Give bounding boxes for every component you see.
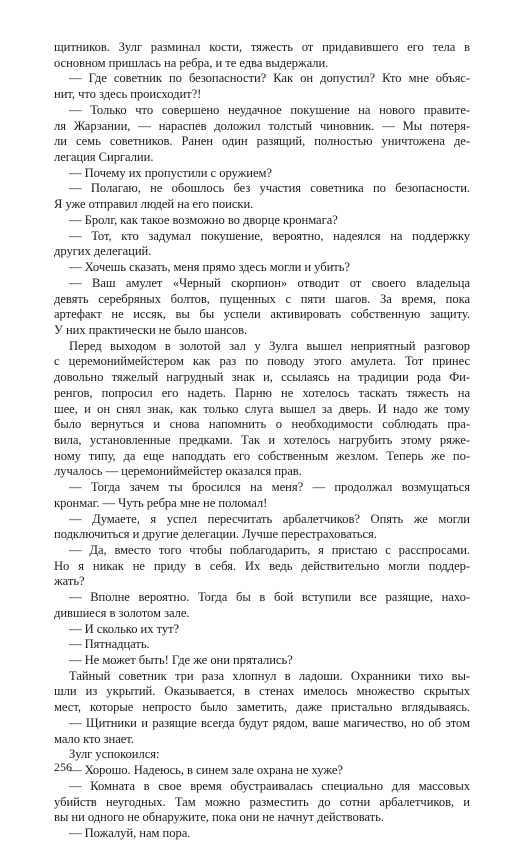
- text-line: У них практически не было шансов.: [54, 322, 248, 337]
- text-line: жать?: [54, 574, 85, 589]
- text-line: нит, что здесь происходит?!: [54, 87, 202, 102]
- text-line: девять серебряных болтов, пущенных с пяти шагов. За время, пока: [54, 291, 470, 306]
- text-line: мест, которые непросто было заметить, даже пристально вглядываясь.: [54, 700, 470, 715]
- book-page-text: [54, 40, 470, 842]
- text-line: убийств неугодных. Там можно разместить до сотни арбалетчиков, и: [54, 794, 470, 809]
- text-line: — Хорошо. Надеюсь, в синем зале охрана не хуже?: [69, 763, 343, 778]
- text-line: было вернуться и снова напомнить о необходимости соблюдать пра-: [54, 417, 470, 432]
- text-line: дившиеся в золотом зале.: [54, 605, 190, 620]
- text-line: — Тот, кто задумал покушение, вероятно, надеялся на поддержку: [69, 228, 470, 243]
- text-line: Я уже отправил людей на его поиски.: [54, 197, 254, 212]
- text-line: — Комната в свое время обустраивалась специально для массовых: [69, 778, 470, 793]
- text-line: — Щитники и разящие всегда будут рядом, ваше магичество, но об этом: [69, 715, 470, 730]
- text-line: — Только что совершено неудачное покушение на нового правите-: [69, 102, 470, 117]
- text-line: лучалось — церемониймейстер оказался прав.: [54, 464, 302, 479]
- text-line: ли семь советников. Ранен один разящий, полностью уничтожена де-: [54, 134, 470, 149]
- text-line: — Пожалуй, нам пора.: [69, 825, 191, 840]
- text-line: ля Жарзании, — нараспев доложил толстый чиновник. — Мы потеря-: [54, 118, 470, 133]
- text-line: Тайный советник три раза хлопнул в ладоши. Охранники тихо вы-: [69, 668, 470, 683]
- text-line: вила, установленные предками. Так и хотелось нагрубить этому ряже-: [54, 432, 470, 447]
- text-line: с церемониймейстером как раз по поводу этого амулета. Тот принес: [54, 354, 470, 369]
- text-line: кронмаг. — Чуть ребра мне не поломал!: [54, 495, 268, 510]
- text-line: — Пятнадцать.: [69, 637, 150, 652]
- text-line: — Думаете, я успел пересчитать арбалетчиков? Опять же могли: [69, 511, 470, 526]
- text-line: шли из укрытий. Оказывается, в стенах имелось множество скрытых: [54, 684, 470, 699]
- text-line: — Ваш амулет «Черный скорпион» отводит от своего владельца: [69, 275, 470, 290]
- text-line: подключиться и другие делегации. Лучше перестраховаться.: [54, 527, 377, 542]
- text-line: шее, и он снял знак, как только слуга вышел за дверь. И надо же тому: [54, 401, 470, 416]
- page-number: 256: [54, 760, 72, 774]
- text-line: щитников. Зулг разминал кости, тяжесть от придавившего его тела в: [54, 40, 470, 54]
- text-line: — Бролг, как такое возможно во дворце кронмага?: [69, 212, 338, 227]
- text-line: легация Сиргалии.: [54, 150, 154, 165]
- text-line: — Почему их пропустили с оружием?: [69, 165, 272, 180]
- text-line: — Да, вместо того чтобы поблагодарить, я пристаю с расспросами.: [69, 543, 470, 557]
- text-line: довольно тяжелый нагрудный знак и, ссылаясь на традиции рода Фи-: [54, 370, 470, 385]
- text-line: — Хочешь сказать, меня прямо здесь могли и убить?: [69, 260, 350, 275]
- text-line: Но я никак не приду в себя. Их ведь действительно могли поддер-: [54, 558, 470, 573]
- text-line: ренгов, попросил его надеть. Парню не хотелось таскать тяжесть на: [54, 385, 470, 400]
- text-line: артефакт не иссяк, вы бы успели активировать собственную защиту.: [54, 307, 470, 322]
- text-line: — Не может быть! Где же они прятались?: [69, 653, 293, 668]
- text-line: — Тогда зачем ты бросился на меня? — продолжал возмущаться: [69, 480, 470, 495]
- text-line: вы ни одного не обнаружите, пока они не начнут действовать.: [54, 810, 384, 825]
- text-line: ному типу, да еще наподдать его собственным жезлом. Теперь же по-: [54, 448, 470, 463]
- text-line: Зулг успокоился:: [69, 747, 160, 762]
- text-line: других делегаций.: [54, 244, 152, 259]
- text-line: — Полагаю, не обошлось без участия советника по безопасности.: [69, 181, 470, 196]
- text-line: Перед выходом в золотой зал у Зулга вышел неприятный разговор: [69, 338, 470, 353]
- text-line: — И сколько их тут?: [69, 621, 180, 636]
- text-line: — Где советник по безопасности? Как он допустил? Кто мне объяс-: [69, 71, 470, 86]
- text-line: мало кто знает.: [54, 731, 134, 746]
- text-line: — Вполне вероятно. Тогда бы в бой вступили все разящие, нахо-: [69, 590, 470, 605]
- text-line: основном пришлась на ребра, и те едва выдержали.: [54, 55, 329, 70]
